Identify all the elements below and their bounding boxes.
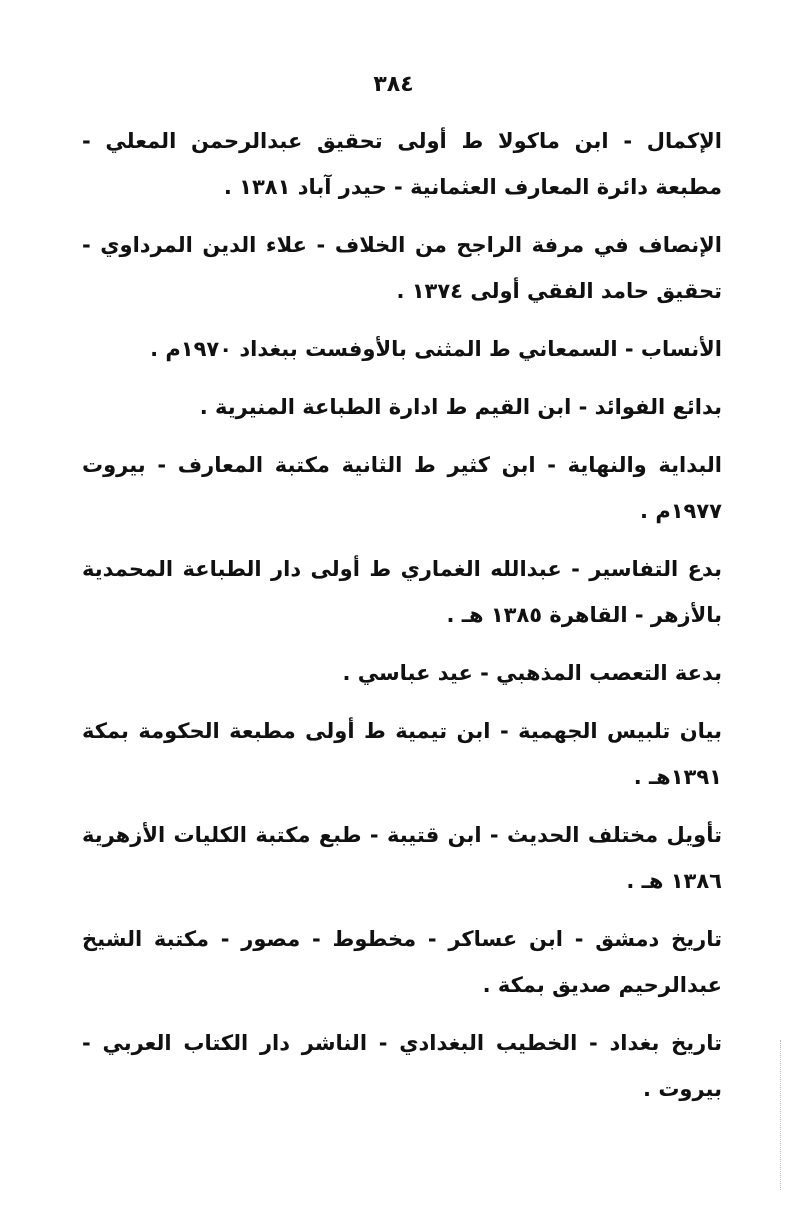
bibliography-entry: بدع التفاسير - عبدالله الغماري ط أولى دار الطباعة المحمدية بالأزهر - القاهرة ١٣٨٥ هـ . <box>82 557 722 627</box>
bibliography-entry: الإكمال - ابن ماكولا ط أولى تحقيق عبدالرحمن المعلي - مطبعة دائرة المعارف العثمانية - حيدر آباد ١٣٨١ . <box>82 129 722 199</box>
bibliography-entry: الإنصاف في مرفة الراجح من الخلاف - علاء الدين المرداوي - تحقيق حامد الفقي أولى ١٣٧٤ . <box>82 233 722 303</box>
scan-edge-artifact <box>779 1040 781 1190</box>
bibliography-entry: تاريخ دمشق - ابن عساكر - مخطوط - مصور - مكتبة الشيخ عبدالرحيم صديق بمكة . <box>82 927 722 997</box>
bibliography-entry: بدعة التعصب المذهبي - عيد عباسي . <box>342 661 722 685</box>
bibliography-entry: البداية والنهاية - ابن كثير ط الثانية مكتبة المعارف - بيروت ١٩٧٧م . <box>82 453 722 523</box>
page-number: ٣٨٤ <box>373 72 414 97</box>
bibliography-entry: تاريخ بغداد - الخطيب البغدادي - الناشر دار الكتاب العربي - بيروت . <box>82 1031 722 1101</box>
bibliography-entry: بيان تلبيس الجهمية - ابن تيمية ط أولى مطبعة الحكومة بمكة ١٣٩١هـ . <box>82 719 722 789</box>
bibliography-list <box>82 118 722 1124</box>
bibliography-entry: بدائع الفوائد - ابن القيم ط ادارة الطباعة المنيرية . <box>199 395 722 419</box>
bibliography-entry: تأويل مختلف الحديث - ابن قتيبة - طبع مكتبة الكليات الأزهرية ١٣٨٦ هـ . <box>82 823 722 893</box>
bibliography-entry: الأنساب - السمعاني ط المثنى بالأوفست ببغداد ١٩٧٠م . <box>150 337 722 361</box>
